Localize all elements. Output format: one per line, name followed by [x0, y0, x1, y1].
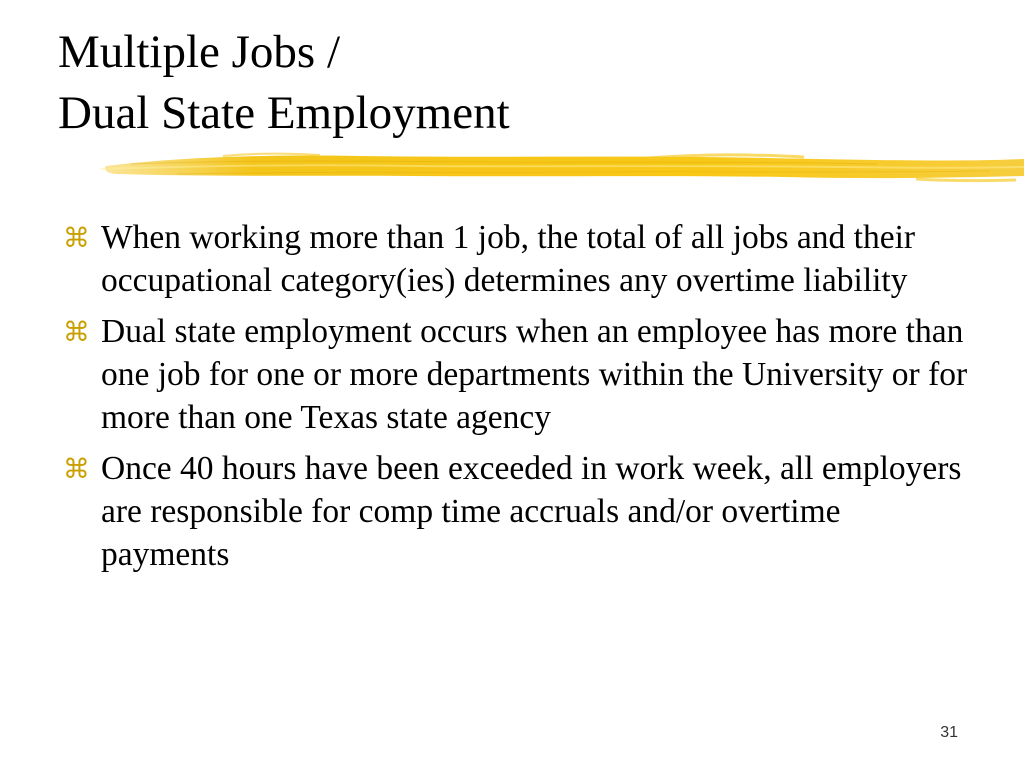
- bullet-text: Once 40 hours have been exceeded in work week, all employers are responsible for comp time accruals and/or overtime payments: [101, 450, 962, 573]
- bullet-item: [62, 447, 972, 576]
- bullet-item: [62, 216, 972, 302]
- slide-title: [58, 22, 958, 144]
- command-icon: ⌘: [63, 454, 90, 485]
- command-icon: ⌘: [63, 317, 90, 348]
- bullet-text: Dual state employment occurs when an employee has more than one job for one or more departments within the University or for more than one Texas state agency: [101, 313, 968, 436]
- yellow-brush-stroke: [100, 146, 1024, 190]
- bullet-item: [62, 310, 972, 439]
- bullet-list: [62, 216, 972, 584]
- bullet-text: When working more than 1 job, the total of all jobs and their occupational category(ies) determines any overtime liability: [101, 219, 916, 299]
- command-icon: ⌘: [63, 223, 90, 254]
- slide-title-line: Multiple Jobs /: [58, 26, 341, 78]
- slide-title-line: Dual State Employment: [58, 87, 510, 139]
- page-number: 31: [940, 724, 958, 741]
